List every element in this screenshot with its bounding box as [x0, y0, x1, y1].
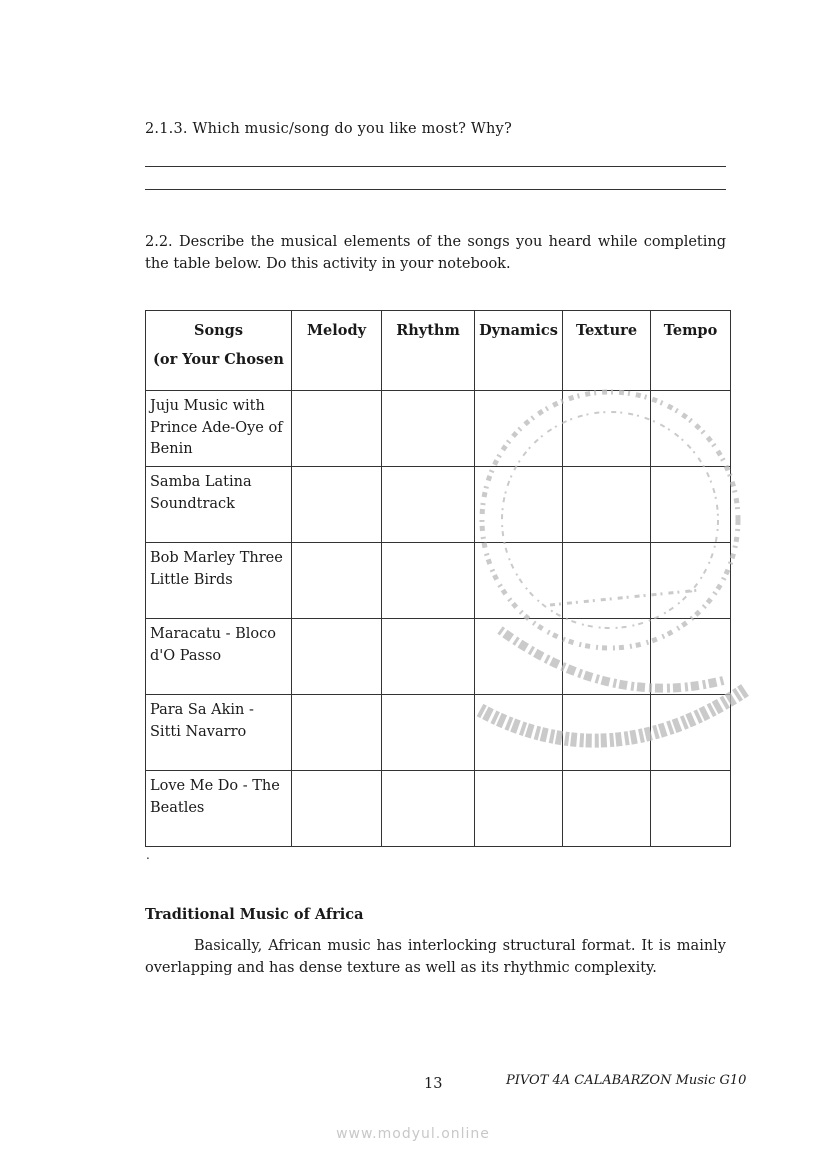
header-dynamics — [475, 311, 563, 391]
rhythm-cell — [382, 543, 475, 619]
texture-cell — [563, 771, 651, 847]
texture-cell — [563, 391, 651, 467]
rhythm-cell — [382, 771, 475, 847]
header-songs-line2: (or Your Chosen — [153, 351, 284, 368]
page-number: 13 — [424, 1076, 443, 1092]
tempo-cell — [651, 543, 731, 619]
melody-cell — [292, 619, 382, 695]
texture-cell — [563, 467, 651, 543]
tempo-cell — [651, 619, 731, 695]
stray-mark: . — [146, 848, 150, 862]
table-row — [146, 619, 731, 695]
texture-cell — [563, 619, 651, 695]
watermark-url: www.modyul.online — [336, 1126, 490, 1142]
song-cell: Para Sa Akin - Sitti Navarro — [146, 695, 292, 771]
musical-elements-table — [145, 310, 731, 847]
song-cell: Love Me Do - The Beatles — [146, 771, 292, 847]
dynamics-cell — [475, 695, 563, 771]
header-rhythm — [382, 311, 475, 391]
question-2-1-3: 2.1.3. Which music/song do you like most? Why? — [145, 121, 512, 137]
rhythm-cell — [382, 695, 475, 771]
dynamics-cell — [475, 543, 563, 619]
texture-cell — [563, 695, 651, 771]
melody-cell — [292, 543, 382, 619]
song-cell: Juju Music with Prince Ade-Oye of Benin — [146, 391, 292, 467]
table-row — [146, 695, 731, 771]
table-row — [146, 467, 731, 543]
header-melody — [292, 311, 382, 391]
header-melody-label: Melody — [306, 322, 367, 339]
dynamics-cell — [475, 771, 563, 847]
melody-cell — [292, 695, 382, 771]
melody-cell — [292, 771, 382, 847]
question-2-2: 2.2. Describe the musical elements of the songs you heard while completing the table below. Do this activity in your notebook. — [145, 234, 726, 272]
header-dynamics-label: Dynamics — [479, 322, 558, 339]
header-rhythm-label: Rhythm — [396, 322, 460, 339]
footer-reference: PIVOT 4A CALABARZON Music G10 — [506, 1073, 747, 1088]
header-tempo — [651, 311, 731, 391]
melody-cell — [292, 467, 382, 543]
header-songs — [146, 311, 292, 391]
table-row — [146, 771, 731, 847]
tempo-cell — [651, 695, 731, 771]
dynamics-cell — [475, 467, 563, 543]
song-cell: Samba Latina Soundtrack — [146, 467, 292, 543]
tempo-cell — [651, 391, 731, 467]
header-texture-label: Texture — [575, 322, 638, 339]
tempo-cell — [651, 771, 731, 847]
table-row — [146, 543, 731, 619]
song-cell: Bob Marley Three Little Birds — [146, 543, 292, 619]
header-texture — [563, 311, 651, 391]
song-cell: Maracatu - Bloco d'O Passo — [146, 619, 292, 695]
section-body: Basically, African music has interlocking structural format. It is mainly overlapping and has dense texture as well as its rhythmic complexity. — [145, 938, 726, 976]
header-tempo-label: Tempo — [663, 322, 718, 339]
rhythm-cell — [382, 467, 475, 543]
tempo-cell — [651, 467, 731, 543]
section-heading: Traditional Music of Africa — [145, 906, 364, 923]
dynamics-cell — [475, 619, 563, 695]
answer-line-1 — [145, 166, 726, 167]
rhythm-cell — [382, 391, 475, 467]
dynamics-cell — [475, 391, 563, 467]
texture-cell — [563, 543, 651, 619]
melody-cell — [292, 391, 382, 467]
table-row — [146, 391, 731, 467]
answer-line-2 — [145, 189, 726, 190]
rhythm-cell — [382, 619, 475, 695]
header-songs-line1: Songs — [194, 322, 243, 339]
table-header-row — [146, 311, 731, 391]
